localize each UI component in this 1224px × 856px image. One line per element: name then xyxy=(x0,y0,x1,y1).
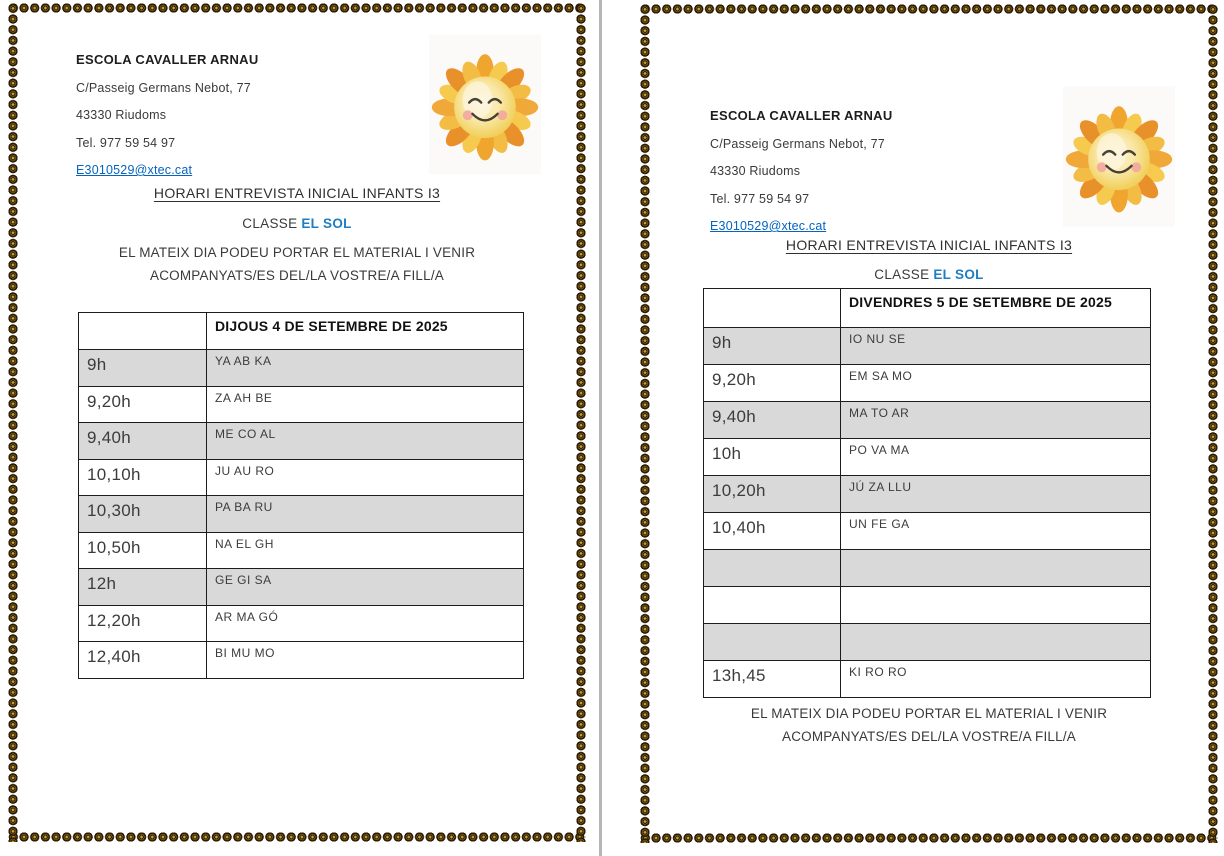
time-cell: 9,40h xyxy=(79,423,207,460)
schedule-row xyxy=(704,328,1151,365)
schedule-row xyxy=(79,642,524,679)
time-cell: 9,40h xyxy=(704,402,841,439)
time-cell: 9,20h xyxy=(79,386,207,423)
time-cell: 10,30h xyxy=(79,496,207,533)
student-initials-cell: AR MA GÓ xyxy=(207,605,524,642)
time-cell: 10,10h xyxy=(79,459,207,496)
schedule-row xyxy=(79,423,524,460)
date-header-cell: DIJOUS 4 DE SETEMBRE DE 2025 xyxy=(207,313,524,350)
schedule-table-thursday xyxy=(78,312,524,679)
school-city: 43330 Riudoms xyxy=(76,108,167,122)
header-blank-cell xyxy=(79,313,207,350)
classe-name: EL SOL xyxy=(933,267,984,282)
student-initials-cell: YA AB KA xyxy=(207,350,524,387)
student-initials-cell: MA TO AR xyxy=(841,402,1151,439)
student-initials-cell: GE GI SA xyxy=(207,569,524,606)
schedule-row xyxy=(79,459,524,496)
note-line-1: EL MATEIX DIA PODEU PORTAR EL MATERIAL I VENIR xyxy=(118,245,476,260)
student-initials-cell xyxy=(841,587,1151,624)
date-header-cell: DIVENDRES 5 DE SETEMBRE DE 2025 xyxy=(841,289,1151,328)
student-initials-cell xyxy=(841,624,1151,661)
page-left xyxy=(0,0,600,856)
student-initials-cell: ME CO AL xyxy=(207,423,524,460)
border-bottom xyxy=(640,833,1218,843)
sun-illustration xyxy=(429,33,541,176)
school-email-link[interactable]: E3010529@xtec.cat xyxy=(710,219,827,233)
school-phone: Tel. 977 59 54 97 xyxy=(76,135,176,150)
schedule-row xyxy=(79,496,524,533)
classe-label: CLASSE xyxy=(874,267,930,282)
schedule-row xyxy=(704,661,1151,698)
time-cell xyxy=(704,587,841,624)
header-blank-cell xyxy=(704,289,841,328)
school-address: C/Passeig Germans Nebot, 77 xyxy=(710,136,885,151)
school-header xyxy=(76,52,259,191)
time-cell: 9h xyxy=(79,350,207,387)
note-line-1: EL MATEIX DIA PODEU PORTAR EL MATERIAL I VENIR xyxy=(750,706,1108,721)
table-header-row xyxy=(79,313,524,350)
time-cell: 12h xyxy=(79,569,207,606)
classe-label: CLASSE xyxy=(242,216,298,231)
schedule-row xyxy=(704,402,1151,439)
school-name: ESCOLA CAVALLER ARNAU xyxy=(76,52,259,67)
classe-line xyxy=(8,216,586,231)
school-email-link[interactable]: E3010529@xtec.cat xyxy=(76,163,193,177)
note-line-2: ACOMPANYATS/ES DEL/LA VOSTRE/A FILL/A xyxy=(150,267,444,283)
schedule-row xyxy=(79,605,524,642)
classe-name: EL SOL xyxy=(301,216,352,231)
border-left xyxy=(8,3,18,842)
note-line-2: ACOMPANYATS/ES DEL/LA VOSTRE/A FILL/A xyxy=(782,728,1076,744)
page-title: HORARI ENTREVISTA INICIAL INFANTS I3 xyxy=(785,237,1073,253)
border-bottom xyxy=(8,832,586,842)
student-initials-cell: PO VA MA xyxy=(841,439,1151,476)
time-cell: 13h,45 xyxy=(704,661,841,698)
time-cell: 9h xyxy=(704,328,841,365)
time-cell: 10,20h xyxy=(704,476,841,513)
schedule-row xyxy=(704,587,1151,624)
table-header-row xyxy=(704,289,1151,328)
student-initials-cell: NA EL GH xyxy=(207,532,524,569)
border-top xyxy=(8,3,586,13)
student-initials-cell: JU AU RO xyxy=(207,459,524,496)
student-initials-cell: BI MU MO xyxy=(207,642,524,679)
note-text xyxy=(8,242,586,287)
school-header xyxy=(710,108,893,247)
time-cell: 12,20h xyxy=(79,605,207,642)
schedule-row xyxy=(704,365,1151,402)
time-cell: 12,40h xyxy=(79,642,207,679)
time-cell: 10,50h xyxy=(79,532,207,569)
student-initials-cell: JÚ ZA LLU xyxy=(841,476,1151,513)
student-initials-cell: EM SA MO xyxy=(841,365,1151,402)
student-initials-cell: ZA AH BE xyxy=(207,386,524,423)
time-cell xyxy=(704,624,841,661)
school-city: 43330 Riudoms xyxy=(710,164,801,178)
note-text xyxy=(640,703,1218,748)
page-title: HORARI ENTREVISTA INICIAL INFANTS I3 xyxy=(153,185,441,201)
schedule-row xyxy=(79,569,524,606)
student-initials-cell: UN FE GA xyxy=(841,513,1151,550)
schedule-row xyxy=(79,350,524,387)
schedule-row xyxy=(79,386,524,423)
schedule-row xyxy=(704,439,1151,476)
schedule-row xyxy=(79,532,524,569)
school-address: C/Passeig Germans Nebot, 77 xyxy=(76,80,251,95)
school-name: ESCOLA CAVALLER ARNAU xyxy=(710,108,893,123)
schedule-table-friday xyxy=(703,288,1151,698)
time-cell: 10,40h xyxy=(704,513,841,550)
border-right xyxy=(576,3,586,842)
student-initials-cell: PA BA RU xyxy=(207,496,524,533)
schedule-row xyxy=(704,550,1151,587)
student-initials-cell: IO NU SE xyxy=(841,328,1151,365)
time-cell xyxy=(704,550,841,587)
classe-line xyxy=(640,267,1218,282)
time-cell: 10h xyxy=(704,439,841,476)
border-top xyxy=(640,4,1218,14)
student-initials-cell: KI RO RO xyxy=(841,661,1151,698)
sun-illustration xyxy=(1063,85,1175,228)
student-initials-cell xyxy=(841,550,1151,587)
page-right xyxy=(602,0,1224,856)
school-phone: Tel. 977 59 54 97 xyxy=(710,191,810,206)
time-cell: 9,20h xyxy=(704,365,841,402)
schedule-row xyxy=(704,476,1151,513)
schedule-row xyxy=(704,513,1151,550)
schedule-row xyxy=(704,624,1151,661)
